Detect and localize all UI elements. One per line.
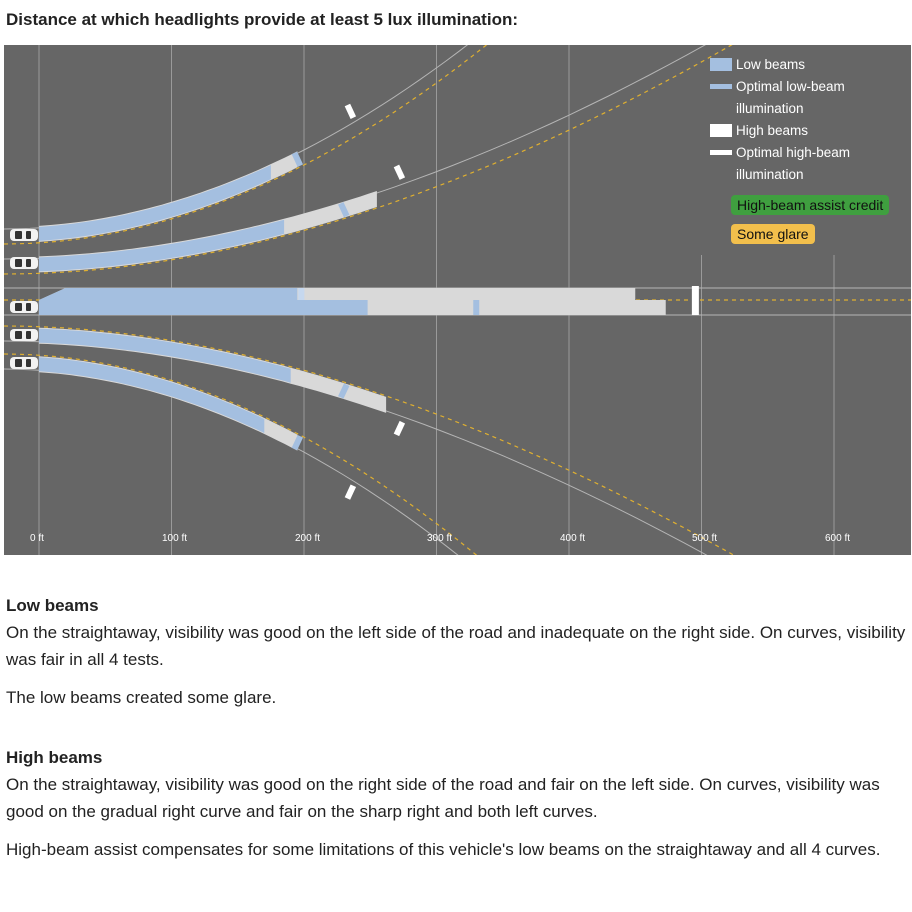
- car-icon: [10, 357, 38, 369]
- low-beams-section: [6, 592, 906, 711]
- legend-label-high-beams: High beams: [736, 123, 809, 138]
- x-tick-label: 0 ft: [30, 533, 44, 544]
- x-tick-label: 100 ft: [162, 533, 188, 544]
- car-window: [15, 303, 22, 311]
- car-icon: [10, 229, 38, 241]
- legend-swatch-low-beams: [710, 58, 732, 71]
- car-body: [10, 301, 38, 313]
- legend-item-high-beams: [710, 120, 876, 142]
- car-body: [10, 257, 38, 269]
- optimal-low-beam-marker-left: [298, 288, 304, 300]
- car-icon: [10, 257, 38, 269]
- chart-title: Distance at which headlights provide at least 5 lux illumination:: [6, 10, 518, 29]
- car-window: [26, 259, 31, 267]
- car-body: [10, 329, 38, 341]
- high-beams-section: [6, 744, 906, 863]
- legend-label-low-beams: Low beams: [736, 57, 806, 72]
- car-window: [26, 331, 31, 339]
- car-icon: [10, 301, 38, 313]
- car-window: [15, 331, 22, 339]
- some-glare-badge: Some glare: [731, 224, 815, 244]
- x-tick-label: 600 ft: [825, 533, 851, 544]
- legend-swatch-optimal-low-beam: [710, 84, 732, 89]
- low-beams-heading: Low beams: [6, 596, 99, 615]
- high-beams-paragraph: On the straightaway, visibility was good on the right side of the road and fair on the left side. On curves, visibility was good on the gradual right curve and fair on the sharp right and both left curves.: [6, 775, 880, 821]
- legend-swatch-optimal-high-beam: [710, 150, 732, 155]
- legend-item-low-beams: [710, 54, 876, 76]
- legend-label-optimal-low-beam: Optimal low-beam illumination: [736, 79, 845, 116]
- high-beam-assist-credit-badge: High-beam assist credit: [731, 195, 889, 215]
- legend-item-optimal-high-beam: [710, 142, 876, 186]
- x-tick-label: 400 ft: [560, 533, 586, 544]
- x-tick-label: 300 ft: [427, 533, 453, 544]
- optimal-high-beam-marker-straight: [692, 286, 699, 315]
- car-icon: [10, 329, 38, 341]
- car-window: [26, 303, 31, 311]
- low-beams-glare-paragraph: The low beams created some glare.: [6, 688, 277, 707]
- low-beams-paragraph: On the straightaway, visibility was good on the left side of the road and inadequate on the right side. On curves, visibility was fair in all 4 tests.: [6, 623, 906, 669]
- high-beam-assist-paragraph: High-beam assist compensates for some limitations of this vehicle's low beams on the straightaway and all 4 curves.: [6, 840, 881, 859]
- legend-swatch-high-beams: [710, 124, 732, 137]
- x-tick-label: 500 ft: [692, 533, 718, 544]
- legend-label-optimal-high-beam: Optimal high-beam illumination: [736, 145, 851, 182]
- car-window: [15, 231, 22, 239]
- car-body: [10, 229, 38, 241]
- legend-item-optimal-low-beam: [710, 76, 876, 120]
- car-window: [26, 231, 31, 239]
- chart-legend: [710, 54, 876, 186]
- low-beam-area-left: [39, 288, 297, 300]
- optimal-low-beam-marker-right: [473, 300, 479, 315]
- car-window: [26, 359, 31, 367]
- car-body: [10, 357, 38, 369]
- x-tick-label: 200 ft: [295, 533, 321, 544]
- car-window: [15, 359, 22, 367]
- low-beam-area-right: [39, 300, 368, 315]
- high-beams-heading: High beams: [6, 748, 103, 767]
- car-window: [15, 259, 22, 267]
